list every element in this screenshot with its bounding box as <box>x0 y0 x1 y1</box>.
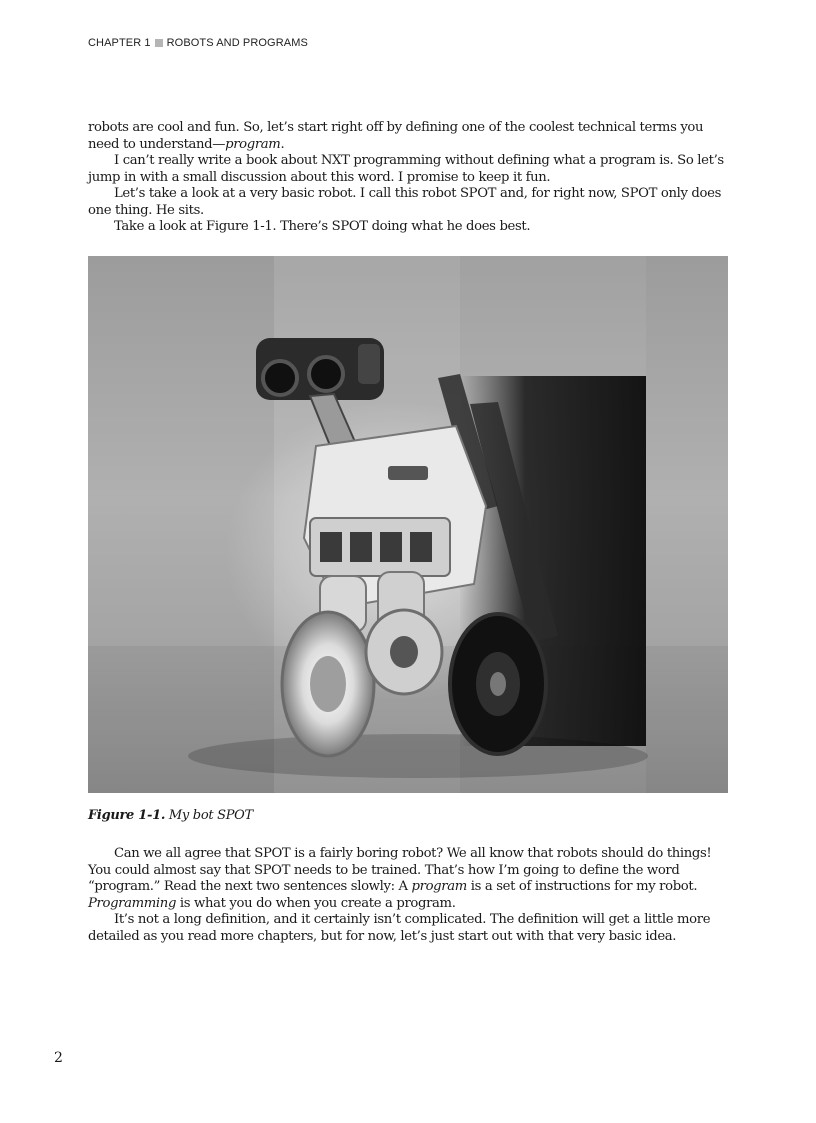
paragraph-4: Take a look at Figure 1-1. There’s SPOT doing what he does best. <box>114 219 531 234</box>
paragraph-3: Let’s take a look at a very basic robot. I call this robot SPOT and, for right now, SPOT only does one thing. He sits. <box>88 186 721 218</box>
paragraph-1: robots are cool and fun. So, let’s start right off by defining one of the coolest technical terms you need to understand—program. <box>88 120 704 152</box>
figure-caption-text: My bot SPOT <box>165 808 253 823</box>
paragraph-2: I can’t really write a book about NXT programming without defining what a program is. So let’s jump in with a small discussion about this word. I promise to keep it fun. <box>88 153 724 185</box>
paragraph-6: It’s not a long definition, and it certainly isn’t complicated. The definition will get a little more detailed as you read more chapters, but for now, let’s just start out with that very basic idea. <box>88 912 711 944</box>
body-text <box>88 846 728 945</box>
program-emphasis: program <box>225 136 281 152</box>
figure-label: Figure 1-1. <box>88 808 166 823</box>
chapter-title: ROBOTS AND PROGRAMS <box>166 37 308 49</box>
page-number: 2 <box>54 1050 63 1066</box>
robot-photo <box>88 256 728 793</box>
chapter-label: CHAPTER 1 <box>88 37 151 49</box>
separator-square-icon <box>155 39 163 47</box>
paragraph-5: Can we all agree that SPOT is a fairly boring robot? We all know that robots should do things! You could almost say that SPOT needs to be trained. That’s how I’m going to define the word “program.” Read the next two sentences slowly: A program is a set of instructions for my robot. Programming is what you do when you create a program. <box>88 846 712 911</box>
intro-text <box>88 120 728 236</box>
running-head <box>88 37 308 49</box>
program-emphasis-2: program <box>411 879 467 894</box>
figure-caption <box>88 808 253 823</box>
programming-emphasis: Programming <box>88 895 177 911</box>
robot-illustration <box>88 256 728 793</box>
